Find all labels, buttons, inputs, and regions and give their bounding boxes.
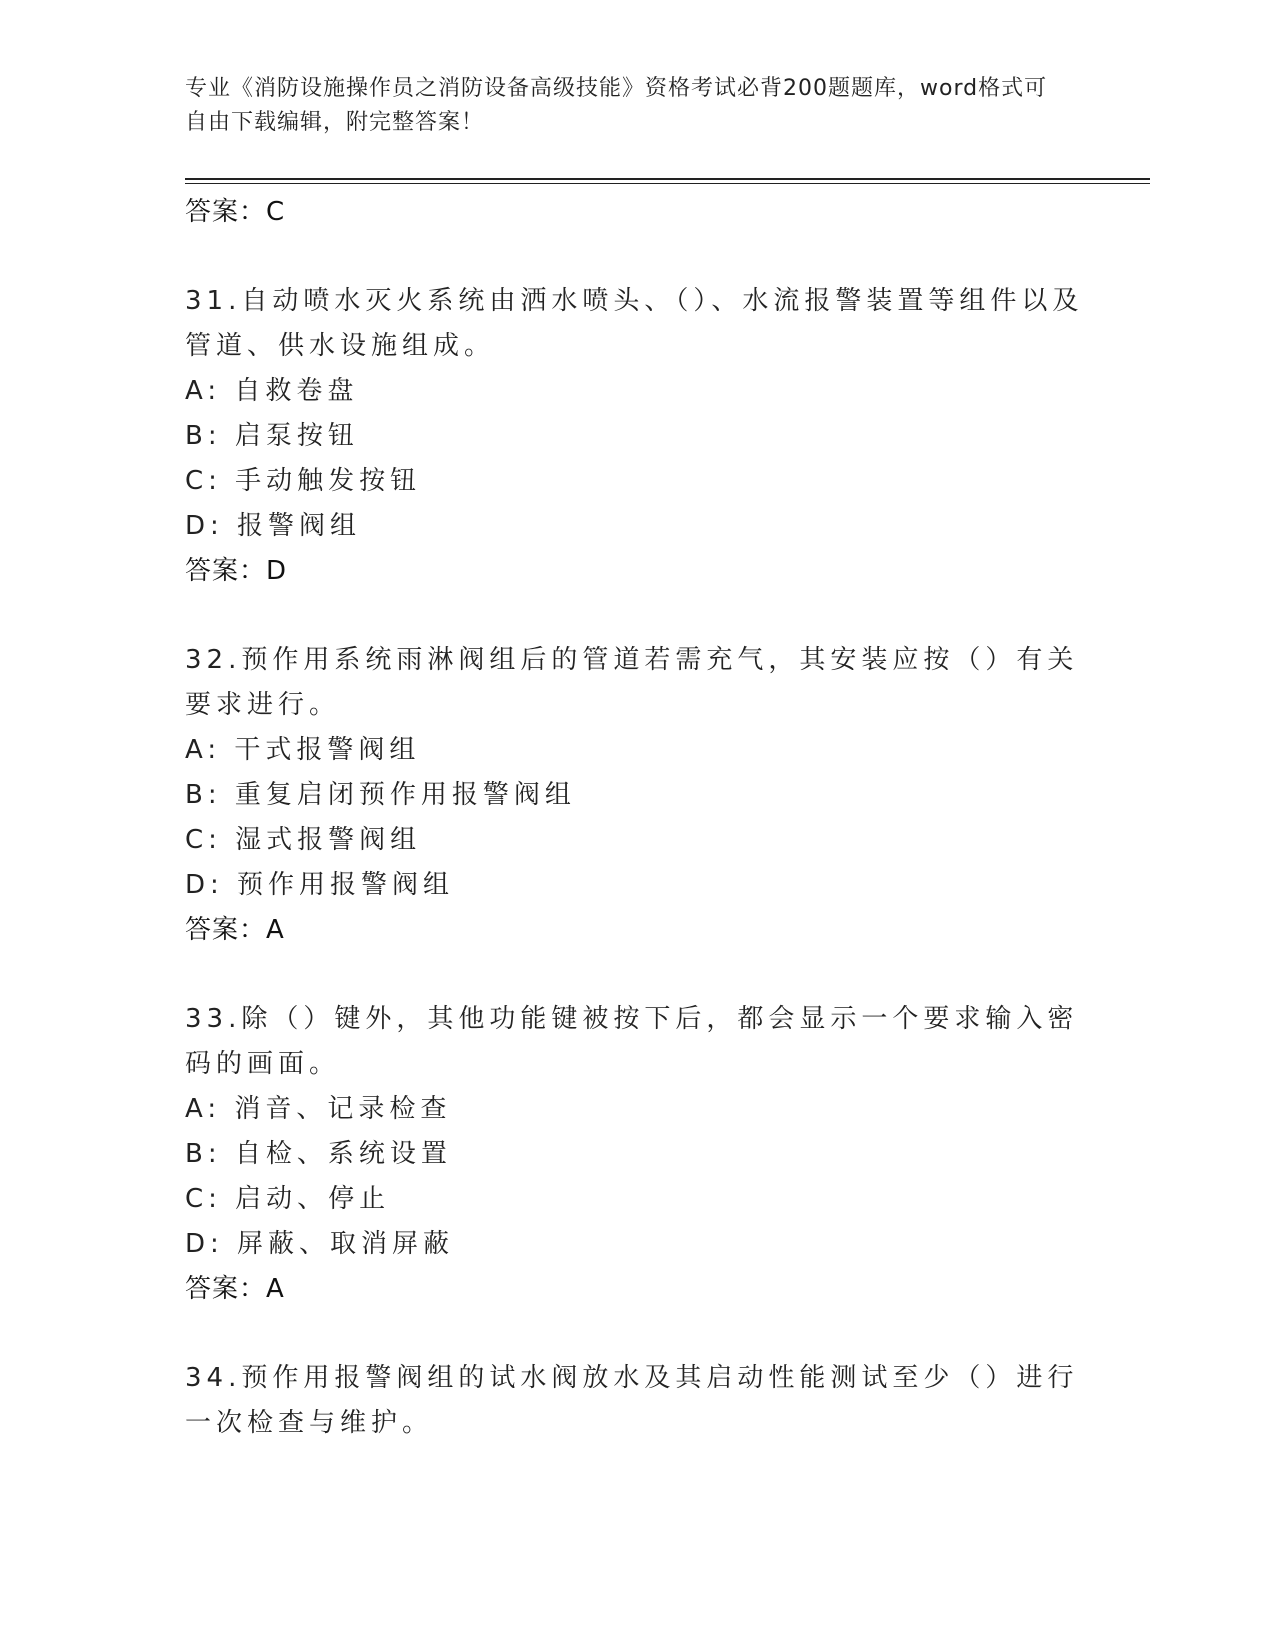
option-c: C: 湿式报警阀组: [185, 825, 422, 855]
option-b: B: 重复启闭预作用报警阀组: [185, 780, 576, 810]
option-d: D: 报警阀组: [185, 511, 362, 541]
option-a: A: 干式报警阀组: [185, 735, 421, 765]
question-text: 32.预作用系统雨淋阀组后的管道若需充气，其安装应按（）有关要求进行。: [185, 645, 1079, 720]
option-d: D: 预作用报警阀组: [185, 870, 455, 900]
header-divider: [185, 178, 1150, 180]
header-divider-thin: [185, 183, 1150, 184]
question-32: [185, 638, 1085, 952]
question-text: 34.预作用报警阀组的试水阀放水及其启动性能测试至少（）进行一次检查与维护。: [185, 1363, 1079, 1438]
answer-previous: 答案：C: [185, 197, 286, 227]
answer: 答案：A: [185, 915, 285, 945]
option-a: A: 消音、记录检查: [185, 1094, 452, 1124]
question-31: [185, 279, 1085, 593]
document-header: 专业《消防设施操作员之消防设备高级技能》资格考试必背200题题库，word格式可自由下载编辑，附完整答案！: [185, 76, 1048, 135]
answer: 答案：D: [185, 556, 288, 586]
question-text: 33.除（）键外，其他功能键被按下后，都会显示一个要求输入密码的画面。: [185, 1004, 1079, 1079]
question-text: 31.自动喷水灭火系统由洒水喷头、（）、水流报警装置等组件以及管道、供水设施组成。: [185, 286, 1084, 361]
option-c: C: 手动触发按钮: [185, 466, 422, 496]
question-34: [185, 1356, 1085, 1446]
document-content: [185, 190, 1085, 1446]
question-33: [185, 997, 1085, 1311]
answer: 答案：A: [185, 1274, 285, 1304]
option-b: B: 启泵按钮: [185, 421, 359, 451]
option-b: B: 自检、系统设置: [185, 1139, 452, 1169]
option-c: C: 启动、停止: [185, 1184, 391, 1214]
option-d: D: 屏蔽、取消屏蔽: [185, 1229, 455, 1259]
option-a: A: 自救卷盘: [185, 376, 359, 406]
